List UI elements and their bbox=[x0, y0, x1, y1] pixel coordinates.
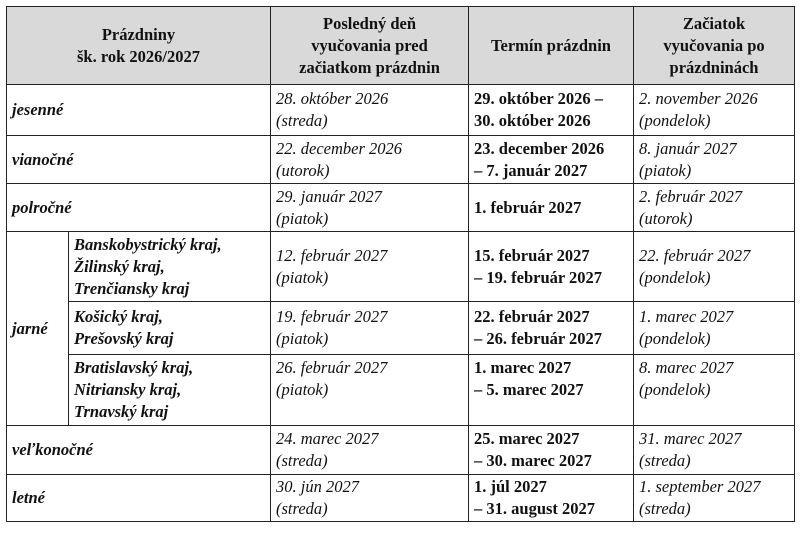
cell-line: (streda) bbox=[276, 111, 328, 130]
cell-line: Banskobystrický kraj, bbox=[74, 234, 222, 254]
header-line: prázdninách bbox=[669, 57, 759, 77]
cell-line: 2. november 2026 bbox=[639, 89, 758, 108]
header-start bbox=[634, 7, 795, 85]
cell-line: 31. marec 2027 bbox=[639, 429, 742, 448]
start-cell bbox=[634, 426, 795, 475]
header-holidays bbox=[7, 7, 271, 85]
holiday-name: vianočné bbox=[7, 136, 271, 184]
holiday-name: jarné bbox=[7, 232, 69, 426]
cell-line: 1. marec 2027 bbox=[474, 358, 572, 377]
cell-line: 29. október 2026 – bbox=[474, 89, 603, 108]
cell-line: 22. február 2027 bbox=[474, 307, 590, 326]
last-day-cell bbox=[271, 232, 469, 302]
cell-line: 22. február 2027 bbox=[639, 245, 751, 265]
last-day-cell bbox=[271, 302, 469, 355]
term-cell bbox=[469, 85, 634, 136]
cell-line: 19. február 2027 bbox=[276, 307, 388, 326]
cell-line: 25. marec 2027 bbox=[474, 429, 580, 448]
cell-line: 1. júl 2027 bbox=[474, 477, 547, 496]
header-line: Prázdniny bbox=[101, 24, 176, 44]
header-line: vyučovania pred bbox=[311, 35, 428, 55]
table-row bbox=[7, 232, 795, 302]
cell-line: 29. január 2027 bbox=[276, 186, 382, 206]
header-line: Posledný deň bbox=[322, 13, 417, 33]
header-line: Začiatok bbox=[682, 13, 746, 33]
cell-line: Žilinský kraj, bbox=[74, 256, 165, 276]
cell-line: (utorok) bbox=[639, 208, 693, 228]
table-row bbox=[7, 136, 795, 184]
cell-line: 1. február 2027 bbox=[474, 197, 582, 217]
table-row bbox=[7, 184, 795, 232]
cell-line: (piatok) bbox=[276, 267, 329, 287]
header-term bbox=[469, 7, 634, 85]
last-day-cell bbox=[271, 136, 469, 184]
table-row bbox=[7, 475, 795, 522]
cell-line: Prešovský kraj bbox=[74, 329, 174, 348]
cell-line: (utorok) bbox=[276, 160, 330, 180]
term-cell bbox=[469, 302, 634, 355]
table-row bbox=[7, 85, 795, 136]
cell-line: 8. marec 2027 bbox=[639, 358, 734, 377]
start-cell bbox=[634, 232, 795, 302]
cell-line: (piatok) bbox=[276, 329, 329, 348]
cell-line: 22. december 2026 bbox=[276, 138, 403, 158]
cell-line: – 7. január 2027 bbox=[474, 160, 588, 180]
cell-line: (pondelok) bbox=[639, 380, 711, 399]
holiday-name: veľkonočné bbox=[7, 426, 271, 475]
cell-line: – 5. marec 2027 bbox=[474, 380, 584, 399]
holidays-table bbox=[6, 6, 795, 522]
region-cell bbox=[69, 355, 271, 426]
table-row bbox=[7, 355, 795, 426]
cell-line: – 30. marec 2027 bbox=[474, 451, 592, 470]
cell-line: Nitriansky kraj, bbox=[74, 380, 182, 399]
cell-line: 30. október 2026 bbox=[474, 111, 591, 130]
last-day-cell bbox=[271, 85, 469, 136]
start-cell bbox=[634, 136, 795, 184]
cell-line: (pondelok) bbox=[639, 111, 711, 130]
cell-line: (streda) bbox=[276, 499, 328, 518]
cell-line: 2. február 2027 bbox=[639, 186, 743, 206]
region-cell bbox=[69, 302, 271, 355]
table-row bbox=[7, 302, 795, 355]
cell-line: Trenčiansky kraj bbox=[74, 278, 190, 298]
term-cell bbox=[469, 426, 634, 475]
cell-line: (piatok) bbox=[276, 208, 329, 228]
cell-line: Košický kraj, bbox=[74, 307, 163, 326]
term-cell bbox=[469, 355, 634, 426]
cell-line: (streda) bbox=[276, 451, 328, 470]
header-line: Termín prázdnin bbox=[491, 35, 611, 55]
holiday-name: letné bbox=[7, 475, 271, 522]
term-cell bbox=[469, 232, 634, 302]
start-cell bbox=[634, 475, 795, 522]
cell-line: (pondelok) bbox=[639, 267, 711, 287]
cell-line: (streda) bbox=[639, 499, 691, 518]
cell-line: Bratislavský kraj, bbox=[74, 358, 194, 377]
cell-line: – 26. február 2027 bbox=[474, 329, 603, 348]
header-line: začiatkom prázdnin bbox=[299, 57, 440, 77]
header-last-day bbox=[271, 7, 469, 85]
term-cell bbox=[469, 136, 634, 184]
last-day-cell bbox=[271, 355, 469, 426]
region-cell bbox=[69, 232, 271, 302]
cell-line: 30. jún 2027 bbox=[276, 477, 359, 496]
term-cell bbox=[469, 475, 634, 522]
cell-line: (streda) bbox=[639, 451, 691, 470]
header-row bbox=[7, 7, 795, 85]
cell-line: (piatok) bbox=[639, 160, 692, 180]
start-cell bbox=[634, 302, 795, 355]
cell-line: – 31. august 2027 bbox=[474, 499, 596, 518]
cell-line: 1. marec 2027 bbox=[639, 307, 734, 326]
cell-line: (piatok) bbox=[276, 380, 329, 399]
cell-line: 8. január 2027 bbox=[639, 138, 737, 158]
header-line: vyučovania po bbox=[663, 35, 765, 55]
cell-line: 1. september 2027 bbox=[639, 477, 761, 496]
cell-line: (pondelok) bbox=[639, 329, 711, 348]
holiday-name: jesenné bbox=[7, 85, 271, 136]
last-day-cell bbox=[271, 184, 469, 232]
cell-line: 26. február 2027 bbox=[276, 358, 388, 377]
cell-line: 15. február 2027 bbox=[474, 245, 590, 265]
cell-line: – 19. február 2027 bbox=[474, 267, 603, 287]
term-cell bbox=[469, 184, 634, 232]
cell-line: 23. december 2026 bbox=[474, 138, 605, 158]
last-day-cell bbox=[271, 475, 469, 522]
cell-line: Trnavský kraj bbox=[74, 402, 169, 421]
header-line: šk. rok 2026/2027 bbox=[77, 46, 201, 66]
cell-line: 24. marec 2027 bbox=[276, 429, 379, 448]
cell-line: 28. október 2026 bbox=[276, 89, 389, 108]
start-cell bbox=[634, 184, 795, 232]
cell-line: 12. február 2027 bbox=[276, 245, 388, 265]
start-cell bbox=[634, 355, 795, 426]
table-row bbox=[7, 426, 795, 475]
holiday-name: polročné bbox=[7, 184, 271, 232]
last-day-cell bbox=[271, 426, 469, 475]
start-cell bbox=[634, 85, 795, 136]
